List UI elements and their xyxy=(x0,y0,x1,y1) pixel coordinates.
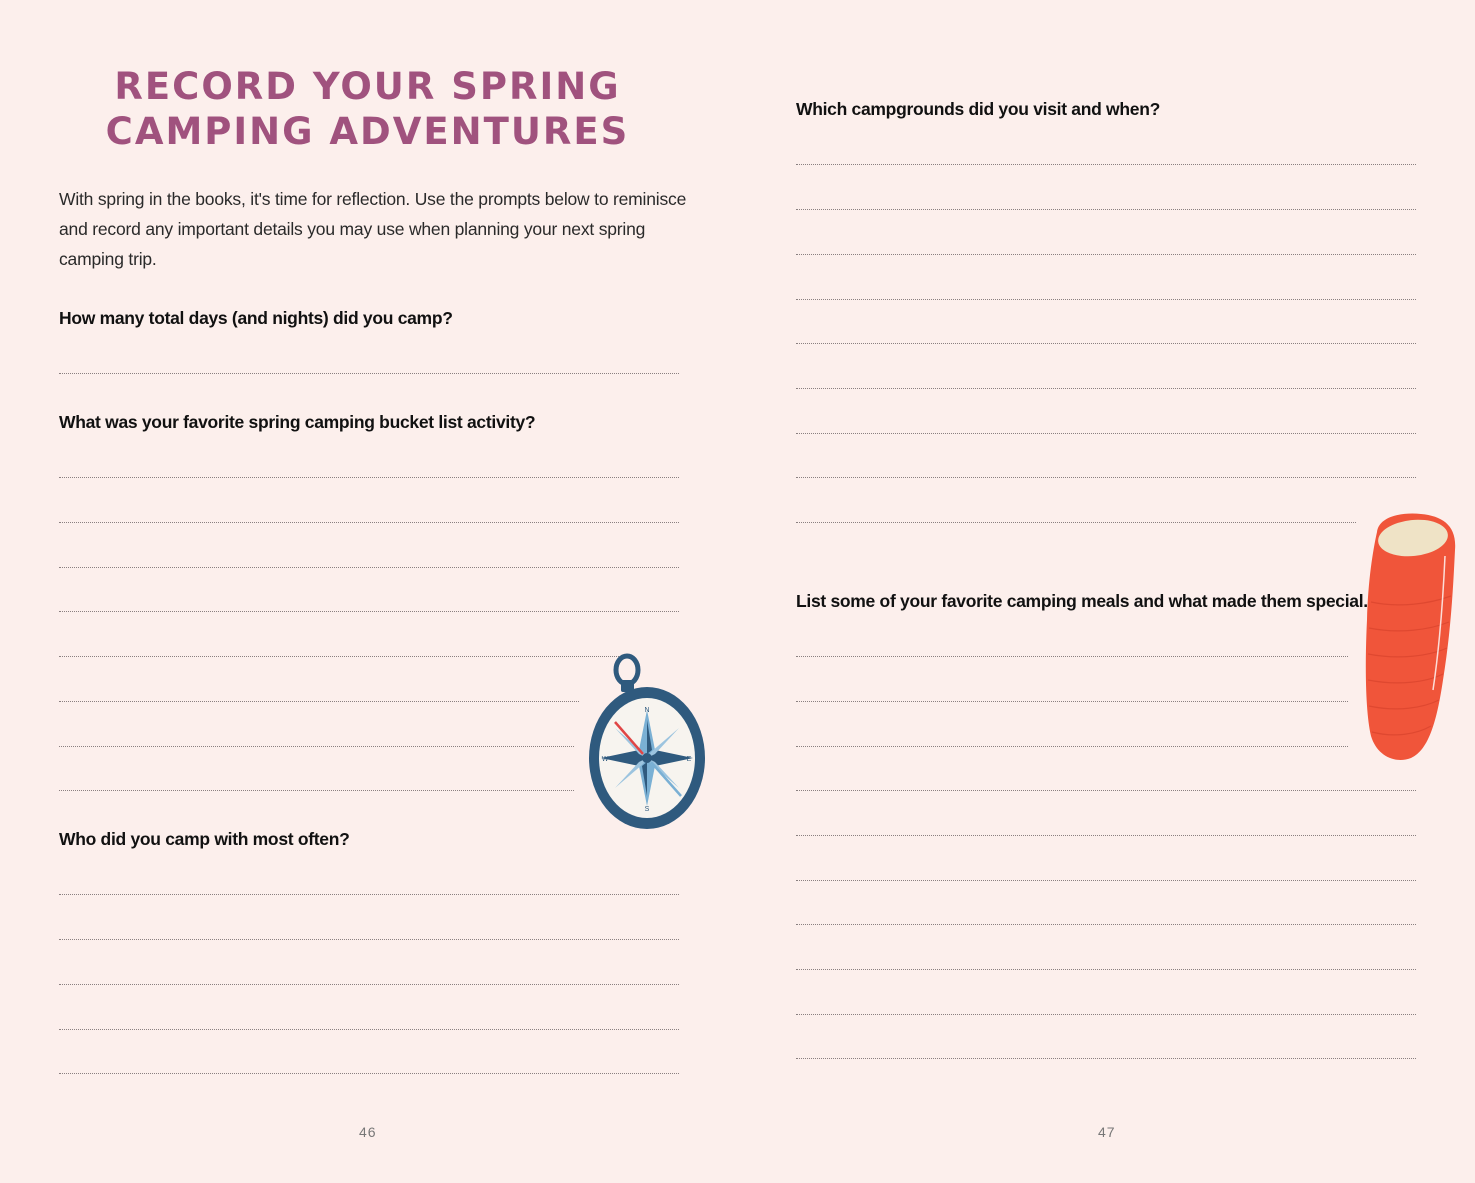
page-title xyxy=(100,64,635,154)
answer-line[interactable] xyxy=(796,433,1416,434)
sleeping-bag-illustration xyxy=(1359,510,1461,765)
answer-line[interactable] xyxy=(796,477,1416,478)
question-favorite-activity: What was your favorite spring camping bucket list activity? xyxy=(59,412,536,432)
answer-line[interactable] xyxy=(59,522,679,523)
compass-letter-s: S xyxy=(644,806,650,813)
page-number-left: 46 xyxy=(359,1124,377,1140)
answer-line[interactable] xyxy=(796,343,1416,344)
answer-line[interactable] xyxy=(796,1058,1416,1059)
answer-line[interactable] xyxy=(59,567,679,568)
answer-line[interactable] xyxy=(796,1014,1416,1015)
title-line-1: RECORD YOUR SPRING xyxy=(114,65,621,108)
question-total-days: How many total days (and nights) did you camp? xyxy=(59,308,453,328)
answer-line[interactable] xyxy=(796,969,1416,970)
right-page xyxy=(737,0,1475,1183)
title-line-2: CAMPING ADVENTURES xyxy=(105,110,630,153)
answer-line[interactable] xyxy=(59,894,679,895)
answer-line[interactable] xyxy=(796,835,1416,836)
left-page xyxy=(0,0,737,1183)
answer-line[interactable] xyxy=(796,656,1348,657)
answer-line[interactable] xyxy=(59,790,574,791)
answer-line[interactable] xyxy=(59,477,679,478)
answer-line[interactable] xyxy=(59,1029,679,1030)
answer-line[interactable] xyxy=(59,984,679,985)
intro-paragraph: With spring in the books, it's time for reflection. Use the prompts below to reminisce and record any important details you may use when planning your next spring camping trip. xyxy=(59,189,687,269)
answer-line[interactable] xyxy=(796,254,1416,255)
answer-line[interactable] xyxy=(59,373,679,374)
answer-line[interactable] xyxy=(796,164,1416,165)
answer-line[interactable] xyxy=(796,522,1356,523)
answer-line[interactable] xyxy=(796,299,1416,300)
page-number-right: 47 xyxy=(1098,1124,1116,1140)
question-camp-with: Who did you camp with most often? xyxy=(59,829,350,849)
answer-line[interactable] xyxy=(796,924,1416,925)
compass-illustration xyxy=(585,650,710,835)
question-campgrounds: Which campgrounds did you visit and when? xyxy=(796,99,1160,119)
question-favorite-meals: List some of your favorite camping meals and what made them special. xyxy=(796,591,1368,611)
compass-letter-n: N xyxy=(644,707,650,714)
answer-line[interactable] xyxy=(796,701,1348,702)
answer-line[interactable] xyxy=(796,746,1348,747)
answer-line[interactable] xyxy=(796,209,1416,210)
answer-line[interactable] xyxy=(796,880,1416,881)
answer-line[interactable] xyxy=(59,611,679,612)
answer-line[interactable] xyxy=(59,746,574,747)
compass-letter-w: W xyxy=(601,756,609,763)
compass-letter-e: E xyxy=(686,756,692,763)
compass-ring-icon xyxy=(616,656,638,692)
answer-line[interactable] xyxy=(796,388,1416,389)
answer-line[interactable] xyxy=(796,790,1416,791)
answer-line[interactable] xyxy=(59,1073,679,1074)
answer-line[interactable] xyxy=(59,656,619,657)
answer-line[interactable] xyxy=(59,939,679,940)
answer-line[interactable] xyxy=(59,701,579,702)
